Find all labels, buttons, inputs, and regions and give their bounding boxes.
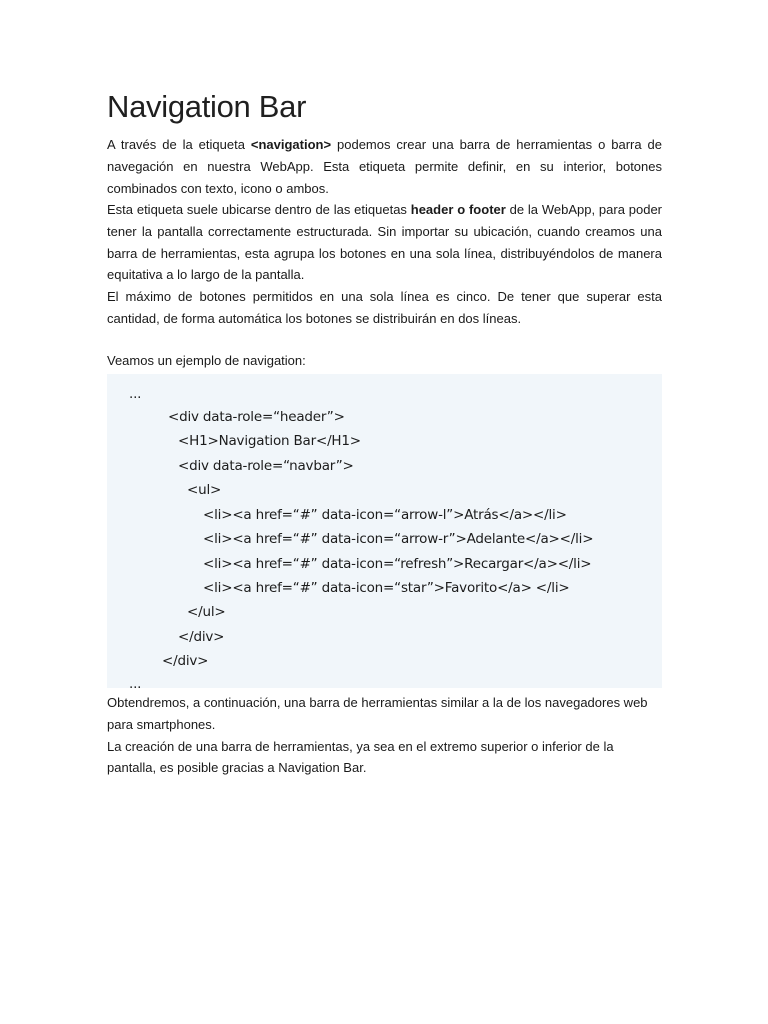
code-line: <li><a href=“#” data-icon=“refresh”>Recargar</a></li> (203, 556, 592, 573)
code-line: </div> (162, 653, 209, 670)
code-line: <H1>Navigation Bar</H1> (178, 433, 361, 450)
code-line: <li><a href=“#” data-icon=“arrow-r”>Adelante</a></li> (203, 531, 594, 548)
code-line: </ul> (187, 604, 226, 621)
paragraph-2-bold: header o footer (410, 202, 506, 218)
code-block (107, 374, 662, 693)
page-title: Navigation Bar (107, 89, 307, 124)
code-line: ... (129, 386, 142, 403)
paragraph-1-text-a: A través de la etiqueta (107, 137, 251, 153)
paragraph-2 (107, 199, 662, 286)
example-intro: Veamos un ejemplo de navigation: (107, 353, 306, 369)
paragraph-1-bold: <navigation> (250, 137, 332, 153)
code-line: <ul> (187, 482, 222, 499)
code-line: ... (129, 676, 142, 693)
paragraph-5: La creación de una barra de herramientas, ya sea en el extremo superior o inferior de la pantalla, es posible gracias a Navigation Bar. (107, 738, 614, 776)
paragraph-3: El máximo de botones permitidos en una sola línea es cinco. De tener que superar esta cantidad, de forma automática los botones se distribuirán en dos líneas. (107, 289, 662, 326)
code-line: <li><a href=“#” data-icon=“arrow-l”>Atrás</a></li> (203, 507, 567, 524)
paragraph-1-text-c: podemos crear una barra de herramientas o barra de navegación en nuestra WebApp. Esta etiqueta permite definir, en su interior, botones combinados con texto, icono o ambos. (107, 137, 662, 196)
paragraph-2-text-c: de la WebApp, para poder tener la pantalla correctamente estructurada. Sin importar su ubicación, cuando creamos una barra de herramientas, esta agrupa los botones en una sola línea, distribuyéndolos de manera equitativa a lo largo de la pantalla. (107, 202, 662, 283)
code-line: <div data-role=“navbar”> (178, 458, 354, 475)
code-line: <li><a href=“#” data-icon=“star”>Favorito</a> </li> (203, 580, 570, 597)
code-line: </div> (178, 629, 225, 646)
paragraph-2-text-a: Esta etiqueta suele ubicarse dentro de las etiquetas (107, 202, 411, 218)
paragraph-4: Obtendremos, a continuación, una barra de herramientas similar a la de los navegadores web para smartphones. (107, 695, 648, 732)
spacer (107, 329, 662, 350)
paragraph-1 (107, 134, 662, 199)
code-line: <div data-role=“header”> (168, 409, 345, 426)
document-page (107, 90, 662, 779)
